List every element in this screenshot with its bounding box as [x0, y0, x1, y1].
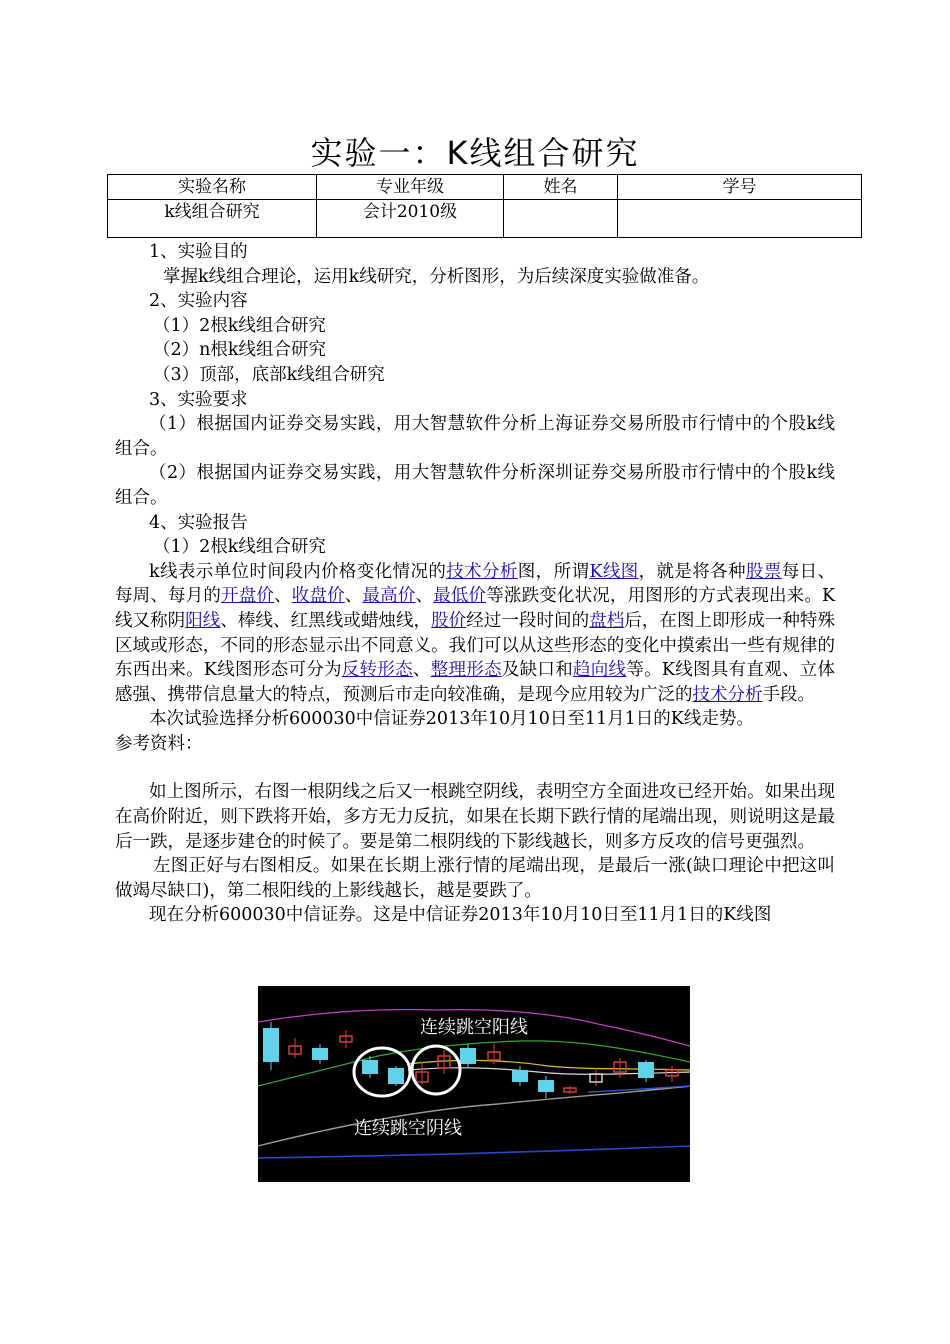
candle [638, 1062, 654, 1078]
text-run: 经过一段时间的 [466, 610, 590, 631]
page-title: 实验一：K线组合研究 [310, 134, 640, 172]
list-item: （2）n根k线组合研究 [153, 340, 327, 361]
kline-chart-image [258, 986, 690, 1182]
ma-line-gray [258, 1086, 690, 1146]
candle [538, 1080, 554, 1092]
link-high-price[interactable]: 最高价 [362, 586, 416, 607]
chart-intro-paragraph: 现在分析600030中信证券。这是中信证券2013年10月10日至11月1日的K线图 [149, 905, 772, 926]
requirement-item: （2）根据国内证券交易实践，用大智慧软件分析深圳证券交易所股市行情中的个股k线组合。 [115, 463, 835, 508]
text-run: 、 [274, 586, 292, 607]
link-close-price[interactable]: 收盘价 [291, 586, 345, 607]
link-trend-line[interactable]: 趋向线 [572, 660, 627, 681]
link-consolidation[interactable]: 盘档 [589, 610, 625, 631]
text-run: k线表示单位时间段内价格变化情况的 [149, 561, 447, 582]
section-heading: 1、实验目的 [149, 242, 248, 262]
table-cell [504, 200, 618, 238]
link-share-price[interactable]: 股价 [431, 610, 467, 631]
list-item: （1）2根k线组合研究 [153, 315, 326, 336]
analysis-scope-paragraph: 本次试验选择分析600030中信证券2013年10月10日至11月1日的K线走势。 [149, 709, 754, 730]
body-text [115, 240, 835, 928]
text-run: 、 [344, 586, 363, 607]
text-run: 、 [412, 660, 431, 681]
link-low-price[interactable]: 最低价 [433, 586, 487, 607]
text-run: 及缺口和 [501, 660, 573, 681]
reference-label: 参考资料： [115, 733, 203, 754]
link-technical-analysis[interactable]: 技术分析 [446, 561, 518, 582]
table-header-cell: 实验名称 [108, 175, 317, 200]
candle [512, 1070, 528, 1082]
link-yang-line[interactable]: 阳线 [185, 610, 221, 631]
text-run: 等。K线图具有直观、立体感强、携带信息量大的特点，预测后市走向较准确，是现今应用较为广泛的 [115, 660, 836, 705]
explanation-paragraph: 如上图所示，右图一根阴线之后又一根跳空阴线，表明空方全面进攻已经开始。如果出现在高价附近，则下跌将开始，多方无力反抗，如果在长期下跌行情的尾端出现，则说明这是最后一跌，是逐步建仓的时候了。要是第二根阴线的下影线越长，则多方反攻的信号更强烈。 [115, 782, 835, 852]
text-run: 后，在图上即形成一种特殊区域或形态，不同的形态显示出不同意义。我们可以从这些形态的变化中摸索出一些有规律的东西出来。K线图形态可分为 [115, 610, 835, 681]
link-open-price[interactable]: 开盘价 [221, 586, 275, 607]
ma-line-blue [258, 1146, 690, 1158]
kline-chart-svg [258, 986, 690, 1182]
text-run: 手段。 [762, 684, 815, 705]
text-run: ，就是将各种 [638, 561, 746, 582]
text-run: 图，所谓 [517, 561, 590, 582]
section-heading: 2、实验内容 [149, 291, 248, 312]
candle [388, 1068, 404, 1084]
table-header-row [108, 175, 862, 200]
table-header-cell: 学号 [618, 175, 862, 200]
list-item: （3）顶部，底部k线组合研究 [153, 364, 385, 385]
link-stock[interactable]: 股票 [745, 561, 782, 582]
candle [460, 1048, 476, 1064]
table-header-cell: 专业年级 [317, 175, 504, 200]
section-body: 掌握k线组合理论，运用k线研究，分析图形，为后续深度实验做准备。 [163, 266, 710, 287]
link-kline-chart[interactable]: K线图 [589, 561, 639, 582]
link-reversal-pattern[interactable]: 反转形态 [341, 660, 413, 681]
candle [362, 1060, 378, 1074]
text-run: 等涨跌变化状况，用图形的方式表现出来。K线又称阴 [115, 586, 836, 631]
section-heading: 4、实验报告 [149, 512, 248, 533]
sub-heading: （1）2根k线组合研究 [153, 537, 326, 558]
candle [312, 1048, 328, 1060]
label-consecutive-gap-down: 连续跳空阴线 [354, 1118, 462, 1139]
link-technical-analysis-2[interactable]: 技术分析 [692, 684, 763, 705]
text-run: 每日、每周、每月的 [115, 561, 836, 607]
table-cell [618, 200, 862, 238]
blank-line [115, 756, 835, 780]
explanation-paragraph: 左图正好与右图相反。如果在长期上涨行情的尾端出现，是最后一涨(缺口理论中把这叫做竭尽缺口)，第二根阳线的上影线越长，越是要跌了。 [115, 856, 835, 901]
table-header-cell: 姓名 [504, 175, 618, 200]
info-table [107, 174, 862, 238]
table-cell: k线组合研究 [108, 200, 317, 238]
text-run: 、棒线、红黑线或蜡烛线， [220, 610, 432, 631]
requirement-item: （1）根据国内证券交易实践，用大智慧软件分析上海证券交易所股市行情中的个股k线组合。 [115, 414, 835, 459]
section-heading: 3、实验要求 [149, 389, 248, 410]
highlight-circle-bullish [412, 1046, 460, 1094]
table-cell: 会计2010级 [317, 200, 504, 238]
text-run: 、 [415, 586, 434, 607]
link-continuation-pattern[interactable]: 整理形态 [430, 660, 502, 681]
table-row [108, 200, 862, 238]
kline-definition-paragraph [115, 560, 835, 708]
candle [263, 1028, 279, 1062]
label-consecutive-gap-up: 连续跳空阳线 [420, 1017, 528, 1038]
